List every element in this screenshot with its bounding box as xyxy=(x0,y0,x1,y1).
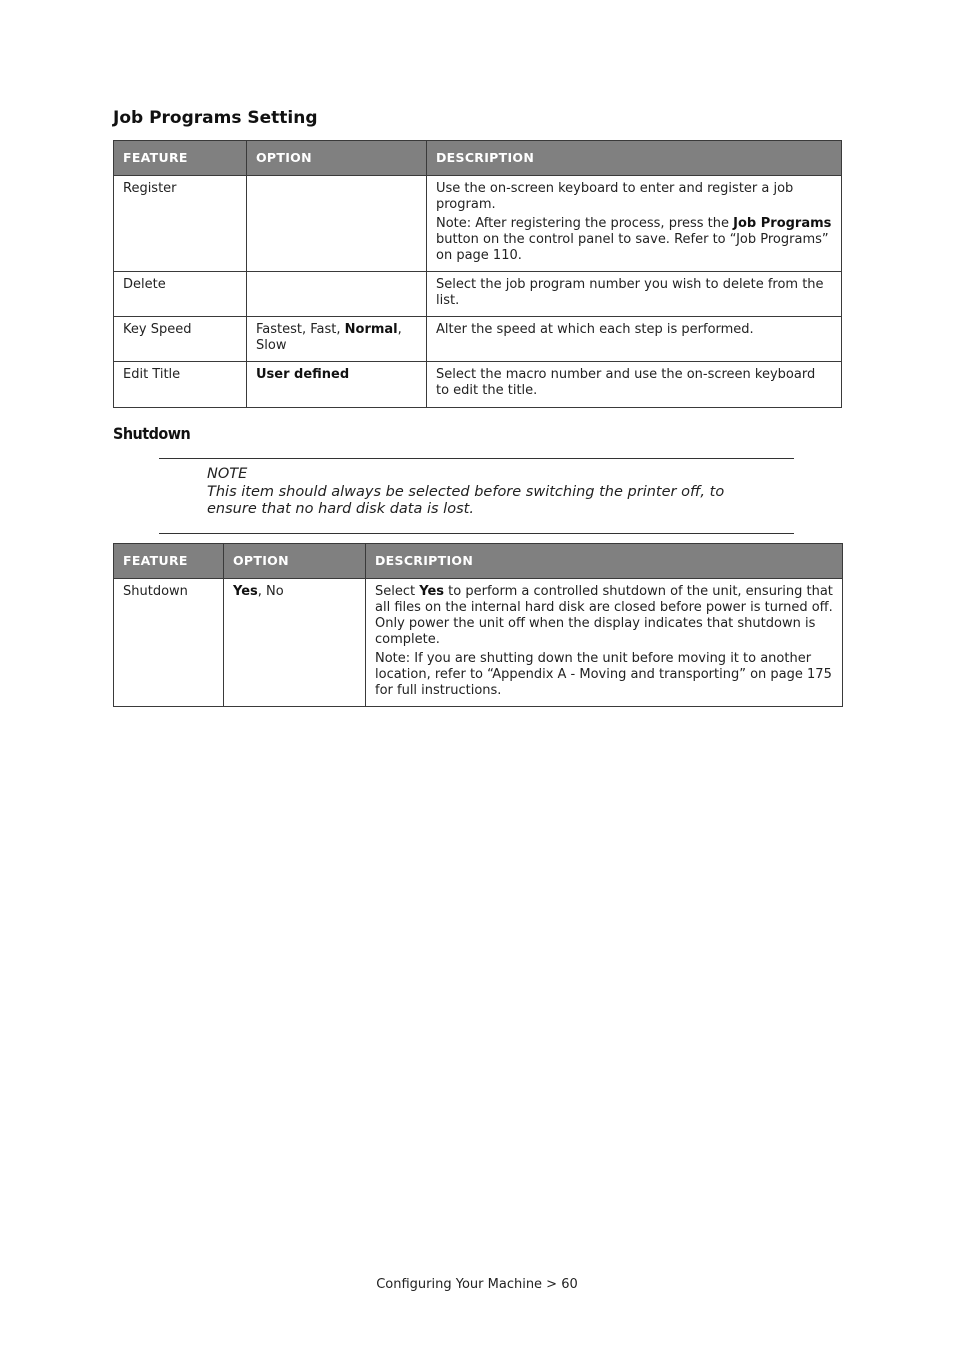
section-title-shutdown: Shutdown xyxy=(113,424,191,443)
header-feature: FEATURE xyxy=(114,544,224,579)
table-row xyxy=(114,317,842,362)
note-body: This item should always be selected before switching the printer off, to ensure that no hard disk data is lost. xyxy=(207,483,725,517)
header-description: DESCRIPTION xyxy=(366,544,843,579)
feature-cell: Register xyxy=(114,176,247,272)
note-bottom-divider xyxy=(159,533,794,534)
description-cell: Use the on-screen keyboard to enter and register a job program. Note: After registering the process, press the Job Programs button on the control panel to save. Refer to “Job Programs” on page 110. xyxy=(427,176,842,272)
description-cell: Select Yes to perform a controlled shutdown of the unit, ensuring that all files on the internal hard disk are closed before power is turned off. Only power the unit off when the display indicates that shutdown is complete. Note: If you are shutting down the unit before moving it to another location, refer to “Appendix A - Moving and transporting” on page 175 for full instructions. xyxy=(366,579,843,707)
table-row xyxy=(114,362,842,408)
table-row xyxy=(114,176,842,272)
description-cell: Select the job program number you wish to delete from the list. xyxy=(427,272,842,317)
job-programs-table xyxy=(113,140,842,408)
feature-cell: Shutdown xyxy=(114,579,224,707)
page-footer: Configuring Your Machine > 60 xyxy=(376,1277,578,1292)
table-header-row xyxy=(114,141,842,176)
note-box xyxy=(207,466,777,519)
header-description: DESCRIPTION xyxy=(427,141,842,176)
option-cell: Yes, No xyxy=(224,579,366,707)
note-label: NOTE xyxy=(207,466,248,482)
header-option: OPTION xyxy=(224,544,366,579)
feature-cell: Edit Title xyxy=(114,362,247,408)
feature-cell: Delete xyxy=(114,272,247,317)
header-feature: FEATURE xyxy=(114,141,247,176)
description-cell: Select the macro number and use the on-screen keyboard to edit the title. xyxy=(427,362,842,408)
description-cell: Alter the speed at which each step is performed. xyxy=(427,317,842,362)
header-option: OPTION xyxy=(247,141,427,176)
option-cell xyxy=(247,272,427,317)
option-cell: Fastest, Fast, Normal, Slow xyxy=(247,317,427,362)
note-top-divider xyxy=(159,458,794,459)
option-cell xyxy=(247,176,427,272)
feature-cell: Key Speed xyxy=(114,317,247,362)
option-cell: User defined xyxy=(247,362,427,408)
shutdown-table xyxy=(113,543,843,707)
table-row xyxy=(114,272,842,317)
section-title-job-programs: Job Programs Setting xyxy=(113,108,318,128)
table-row xyxy=(114,579,843,707)
table-header-row xyxy=(114,544,843,579)
